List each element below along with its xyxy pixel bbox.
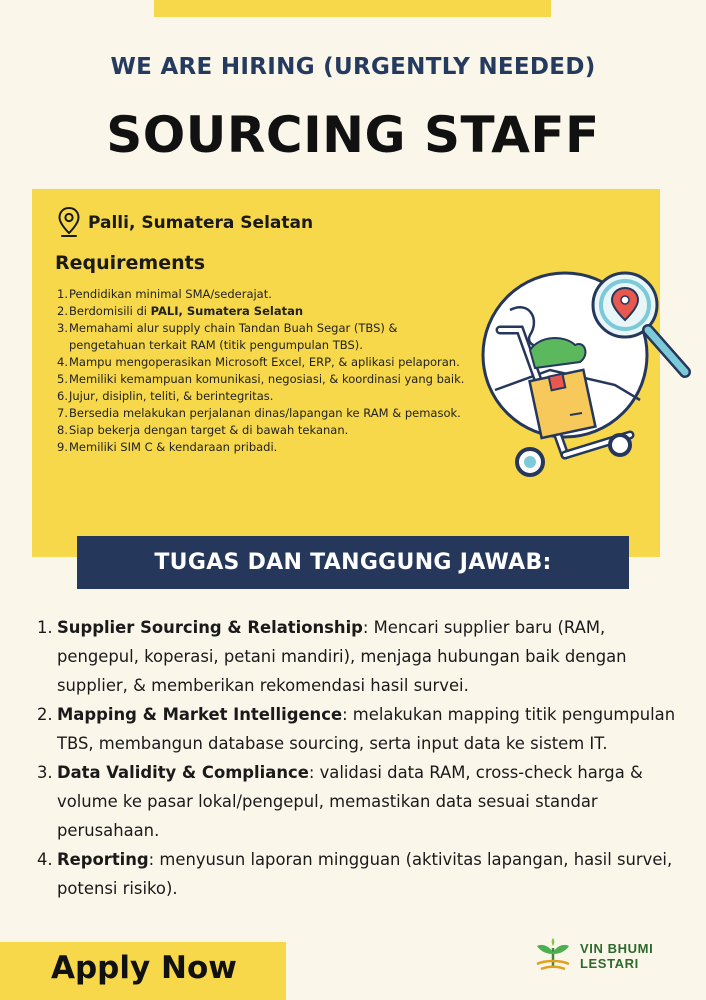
task-item: 2. Mapping & Market Intelligence: melakukan mapping titik pengumpulan TBS, membangun database sourcing, serta input data ke sistem IT. xyxy=(37,705,676,753)
requirement-item: 9. Memiliki SIM C & kendaraan pribadi. xyxy=(57,440,278,454)
task-item: 3. Data Validity & Compliance: validasi data RAM, cross-check harga & volume ke pasar lokal/pengepul, memastikan data sesuai standar perusahaan. xyxy=(37,763,643,840)
apply-now-label[interactable]: Apply Now xyxy=(51,950,237,986)
requirement-item: 3. Memahami alur supply chain Tandan Buah Segar (TBS) & pengetahuan terkait RAM (titik pengumpulan TBS). xyxy=(57,321,398,352)
top-accent-bar xyxy=(154,0,551,17)
requirement-item: 2. Berdomisili di PALI, Sumatera Selatan xyxy=(57,304,304,318)
logistics-search-illustration xyxy=(470,250,700,490)
requirements-heading: Requirements xyxy=(55,252,206,274)
job-location: Palli, Sumatera Selatan xyxy=(88,213,314,233)
company-logo-text xyxy=(580,941,653,971)
map-pin-icon xyxy=(57,206,81,240)
logo-line-1: VIN BHUMI xyxy=(580,941,654,956)
requirement-item: 6. Jujur, disiplin, teliti, & berintegritas. xyxy=(57,389,274,403)
requirement-item: 5. Memiliki kemampuan komunikasi, negosiasi, & koordinasi yang baik. xyxy=(57,372,465,386)
hiring-subtitle: WE ARE HIRING (URGENTLY NEEDED) xyxy=(110,54,596,80)
requirement-item: 8. Siap bekerja dengan target & di bawah tekanan. xyxy=(57,423,349,437)
task-item: 1. Supplier Sourcing & Relationship: Mencari supplier baru (RAM, pengepul, koperasi, petani mandiri), menjaga hubungan baik dengan supplier, & memberikan rekomendasi hasil survei. xyxy=(37,618,627,695)
logo-line-2: LESTARI xyxy=(580,956,639,971)
requirement-item: 4. Mampu mengoperasikan Microsoft Excel, ERP, & aplikasi pelaporan. xyxy=(57,355,460,369)
requirement-item: 7. Bersedia melakukan perjalanan dinas/lapangan ke RAM & pemasok. xyxy=(57,406,461,420)
tasks-heading-banner: TUGAS DAN TANGGUNG JAWAB: xyxy=(77,536,629,589)
requirements-list xyxy=(57,286,467,456)
requirement-item: 1. Pendidikan minimal SMA/sederajat. xyxy=(57,287,272,301)
sprout-icon xyxy=(533,938,573,972)
task-item: 4. Reporting: menyusun laporan mingguan (aktivitas lapangan, hasil survei, potensi risiko). xyxy=(37,850,673,898)
job-title: SOURCING STAFF xyxy=(106,106,600,164)
tasks-list xyxy=(37,613,677,903)
